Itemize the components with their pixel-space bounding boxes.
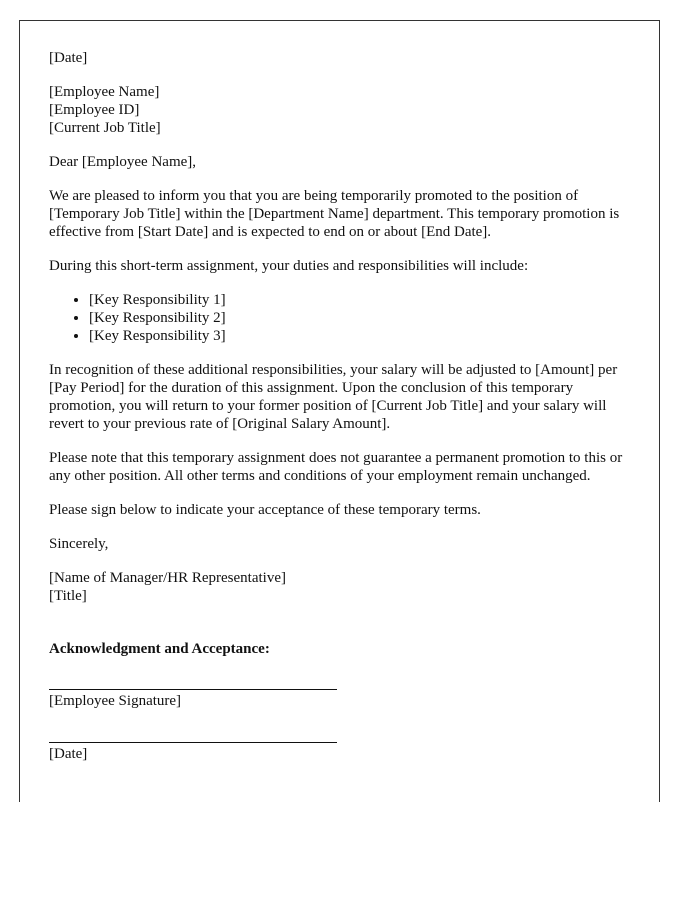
- letter-page: [19, 20, 660, 802]
- note-paragraph: Please note that this temporary assignment does not guarantee a permanent promotion to this or any other position. All other terms and conditions of your employment remain unchanged.: [49, 450, 623, 484]
- salutation: Dear [Employee Name],: [49, 154, 197, 170]
- recipient-id: [Employee ID]: [49, 102, 140, 118]
- letter-date: [Date]: [49, 50, 88, 66]
- list-item: • [Key Responsibility 1]: [89, 291, 630, 309]
- responsibility-list: [49, 291, 630, 345]
- recipient-title: [Current Job Title]: [49, 120, 161, 136]
- list-item: • [Key Responsibility 3]: [89, 327, 630, 345]
- intro-paragraph: We are pleased to inform you that you are being temporarily promoted to the position of [Temporary Job Title] within the [Department Name] department. This temporary promotion is effective from [Start Date] and is expected to end on or about [End Date].: [49, 188, 620, 240]
- sender-block: [49, 569, 630, 605]
- salary-paragraph: In recognition of these additional responsibilities, your salary will be adjusted to [Amount] per [Pay Period] for the duration of this assignment. Upon the conclusion of this temporary promotion, you will return to your former position of [Current Job Title] and your salary will revert to your previous rate of [Original Salary Amount].: [49, 362, 618, 432]
- sign-instruction: Please sign below to indicate your acceptance of these temporary terms.: [49, 502, 481, 518]
- date-label: [Date]: [49, 746, 88, 762]
- spacer: [49, 605, 630, 640]
- list-item: • [Key Responsibility 2]: [89, 309, 630, 327]
- employee-signature-label: [Employee Signature]: [49, 693, 182, 709]
- sender-name: [Name of Manager/HR Representative]: [49, 570, 286, 586]
- date-signature-line[interactable]: [49, 742, 337, 763]
- closing: Sincerely,: [49, 536, 109, 552]
- recipient-block: [49, 83, 630, 137]
- acknowledgment-heading: Acknowledgment and Acceptance:: [49, 641, 270, 657]
- employee-signature-line[interactable]: [49, 689, 337, 710]
- recipient-name: [Employee Name]: [49, 84, 160, 100]
- sender-title: [Title]: [49, 588, 87, 604]
- duties-paragraph: During this short-term assignment, your duties and responsibilities will include:: [49, 258, 529, 274]
